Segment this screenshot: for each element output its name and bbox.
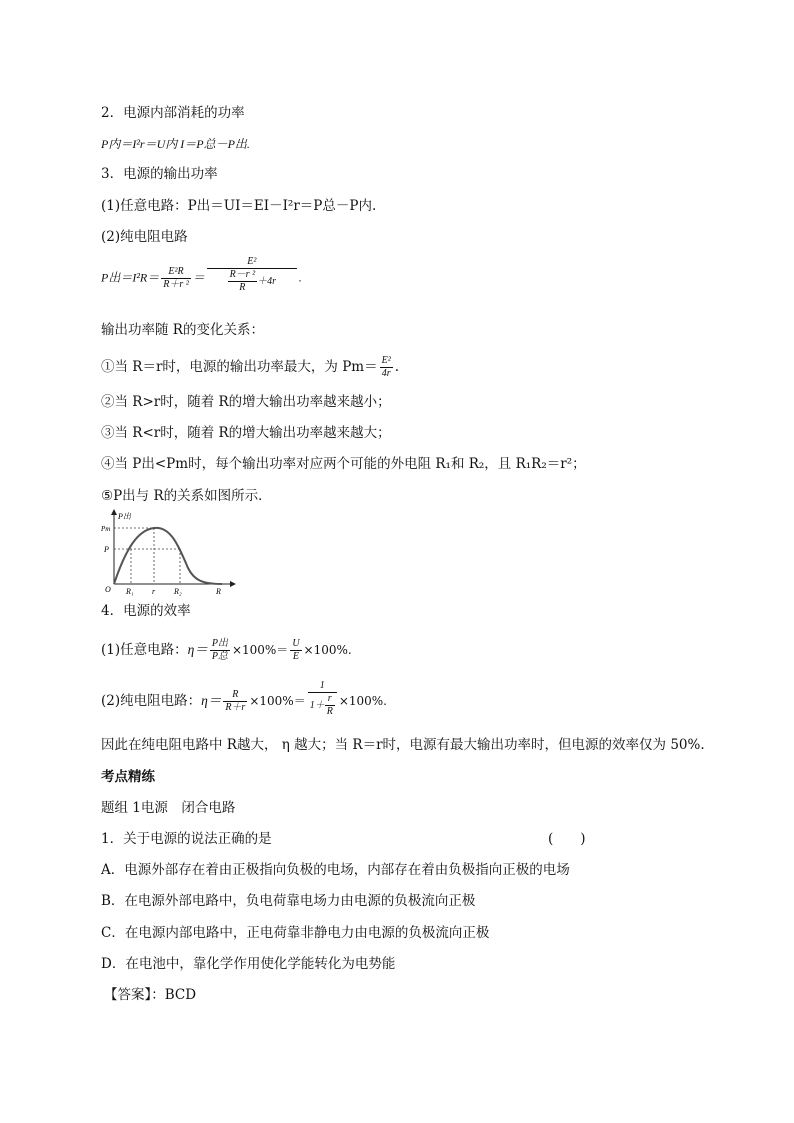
tick-r2: R₂ <box>174 587 182 596</box>
answer-text: 【答案】：BCD <box>104 987 197 1003</box>
pm-label: Pm <box>101 525 111 533</box>
option-d: D．在电池中，靠化学作用使化学能转化为电势能 <box>101 956 396 972</box>
y-axis-arrow <box>111 509 117 515</box>
efficiency-pure-label: (2)纯电阻电路： <box>101 693 202 709</box>
fraction-2-denominator <box>207 269 297 301</box>
efficiency-pure-fraction-2 <box>308 680 337 723</box>
formula-eq: ＝ <box>192 270 205 285</box>
efficiency-any-f1-denominator: P总 <box>211 651 228 662</box>
question-1: 1．关于电源的说法正确的是 <box>101 831 272 847</box>
efficiency-pure-end: ×100%. <box>338 694 387 708</box>
tick-r1: R₁ <box>126 587 134 596</box>
section-2-heading: 2．电源内部消耗的功率 <box>101 105 245 121</box>
efficiency-any-fraction-1 <box>210 638 230 663</box>
pure-resistance-formula <box>101 256 302 301</box>
origin-label: O <box>105 585 111 594</box>
efficiency-pure-circuit <box>101 680 387 723</box>
efficiency-pure-inner-fraction <box>325 693 335 718</box>
section-3-heading: 3．电源的输出功率 <box>101 166 218 182</box>
relation-item-2: ②当 R>r时，随着 R的增大输出功率越来越小； <box>101 394 391 410</box>
efficiency-pure-fraction-1 <box>223 689 247 714</box>
formula-lhs: P出＝I²R＝ <box>101 270 160 285</box>
fraction-1-denominator: R＋r ² <box>163 279 189 290</box>
option-a: A．电源外部存在着由正极指向负极的电场，内部存在着由负极指向正极的电场 <box>101 862 570 878</box>
efficiency-pure-eta: η＝ <box>201 693 222 708</box>
fraction-2-inner-bottom: R <box>239 282 246 293</box>
fraction-1 <box>161 266 191 291</box>
efficiency-pure-f2-den-prefix: 1＋ <box>309 699 325 711</box>
efficiency-any-label: (1)任意电路： <box>101 642 188 658</box>
answer-bracket: ( ) <box>548 831 586 847</box>
efficiency-pure-mid: ×100%＝ <box>249 694 306 708</box>
pm-fraction-denominator: 4r <box>381 368 391 379</box>
option-c: C．在电源内部电路中，正电荷靠非静电力由电源的负极流向正极 <box>101 925 490 941</box>
practice-group: 题组 1电源 闭合电路 <box>101 800 236 816</box>
relation-item-1 <box>101 355 399 380</box>
conclusion-text: 因此在纯电阻电路中 R越大， η 越大；当 R＝r时，电源有最大输出功率时，但电源的效率仅为 50%. <box>101 737 705 753</box>
pm-fraction <box>380 355 393 380</box>
fraction-2-inner-top: R－r ² <box>229 269 256 280</box>
relation-item-3: ③当 R<r时，随着 R的增大输出功率越来越大； <box>101 425 391 441</box>
section-4-heading: 4．电源的效率 <box>101 603 191 619</box>
efficiency-any-fraction-2 <box>290 638 301 663</box>
efficiency-pure-f1-denominator: R＋r <box>225 702 246 713</box>
section-2-formula: P内＝I²r＝U内 I＝P总－P出. <box>101 137 250 151</box>
fraction-1-numerator: E²R <box>161 266 191 279</box>
practice-title: 考点精练 <box>101 769 155 785</box>
efficiency-pure-f2-numerator: 1 <box>308 680 337 693</box>
option-b: B．在电源外部电路中，负电荷靠电场力由电源的负极流向正极 <box>101 893 476 909</box>
pm-fraction-numerator: E² <box>381 355 391 366</box>
formula-end: . <box>298 270 302 285</box>
relation-item-4: ④当 P出<Pm时，每个输出功率对应两个可能的外电阻 R₁和 R₂，且 R₁R₂＝r²； <box>101 456 586 472</box>
efficiency-any-f2-denominator: E <box>292 651 299 662</box>
fraction-2 <box>207 256 297 301</box>
x-axis-arrow <box>230 581 236 587</box>
relation-item-1-text: ①当 R＝r时，电源的输出功率最大，为 Pm＝ <box>101 359 378 375</box>
efficiency-any-mid: ×100%＝ <box>231 643 289 657</box>
relation-item-1-end: . <box>394 359 399 375</box>
y-axis-label: P出 <box>118 512 131 521</box>
efficiency-any-eta: η＝ <box>187 642 208 657</box>
efficiency-any-f1-numerator: P出 <box>211 638 228 649</box>
x-axis-label: R <box>216 587 221 596</box>
output-power-graph <box>98 508 238 598</box>
efficiency-any-f2-numerator: U <box>292 638 300 649</box>
power-curve <box>114 528 222 584</box>
any-circuit-output-power: (1)任意电路：P出＝UI＝EI－I²r＝P总－P内. <box>101 198 377 214</box>
relation-intro: 输出功率随 R的变化关系： <box>101 322 264 338</box>
p-label: P <box>104 545 109 554</box>
tick-r: r <box>152 587 156 596</box>
efficiency-pure-inner-numerator: r <box>325 693 335 706</box>
fraction-2-numerator: E² <box>207 256 297 269</box>
efficiency-any-end: ×100%. <box>303 643 352 657</box>
efficiency-pure-f2-denominator <box>308 693 337 723</box>
relation-item-5: ⑤P出与 R的关系如图所示． <box>101 488 272 504</box>
efficiency-pure-f1-numerator: R <box>223 689 247 702</box>
fraction-2-tail: ＋4r <box>257 275 276 287</box>
efficiency-any-circuit <box>101 638 352 663</box>
efficiency-pure-inner-denominator: R <box>326 706 333 717</box>
fraction-2-inner <box>228 269 258 294</box>
pure-resistance-label: (2)纯电阻电路 <box>101 229 188 245</box>
